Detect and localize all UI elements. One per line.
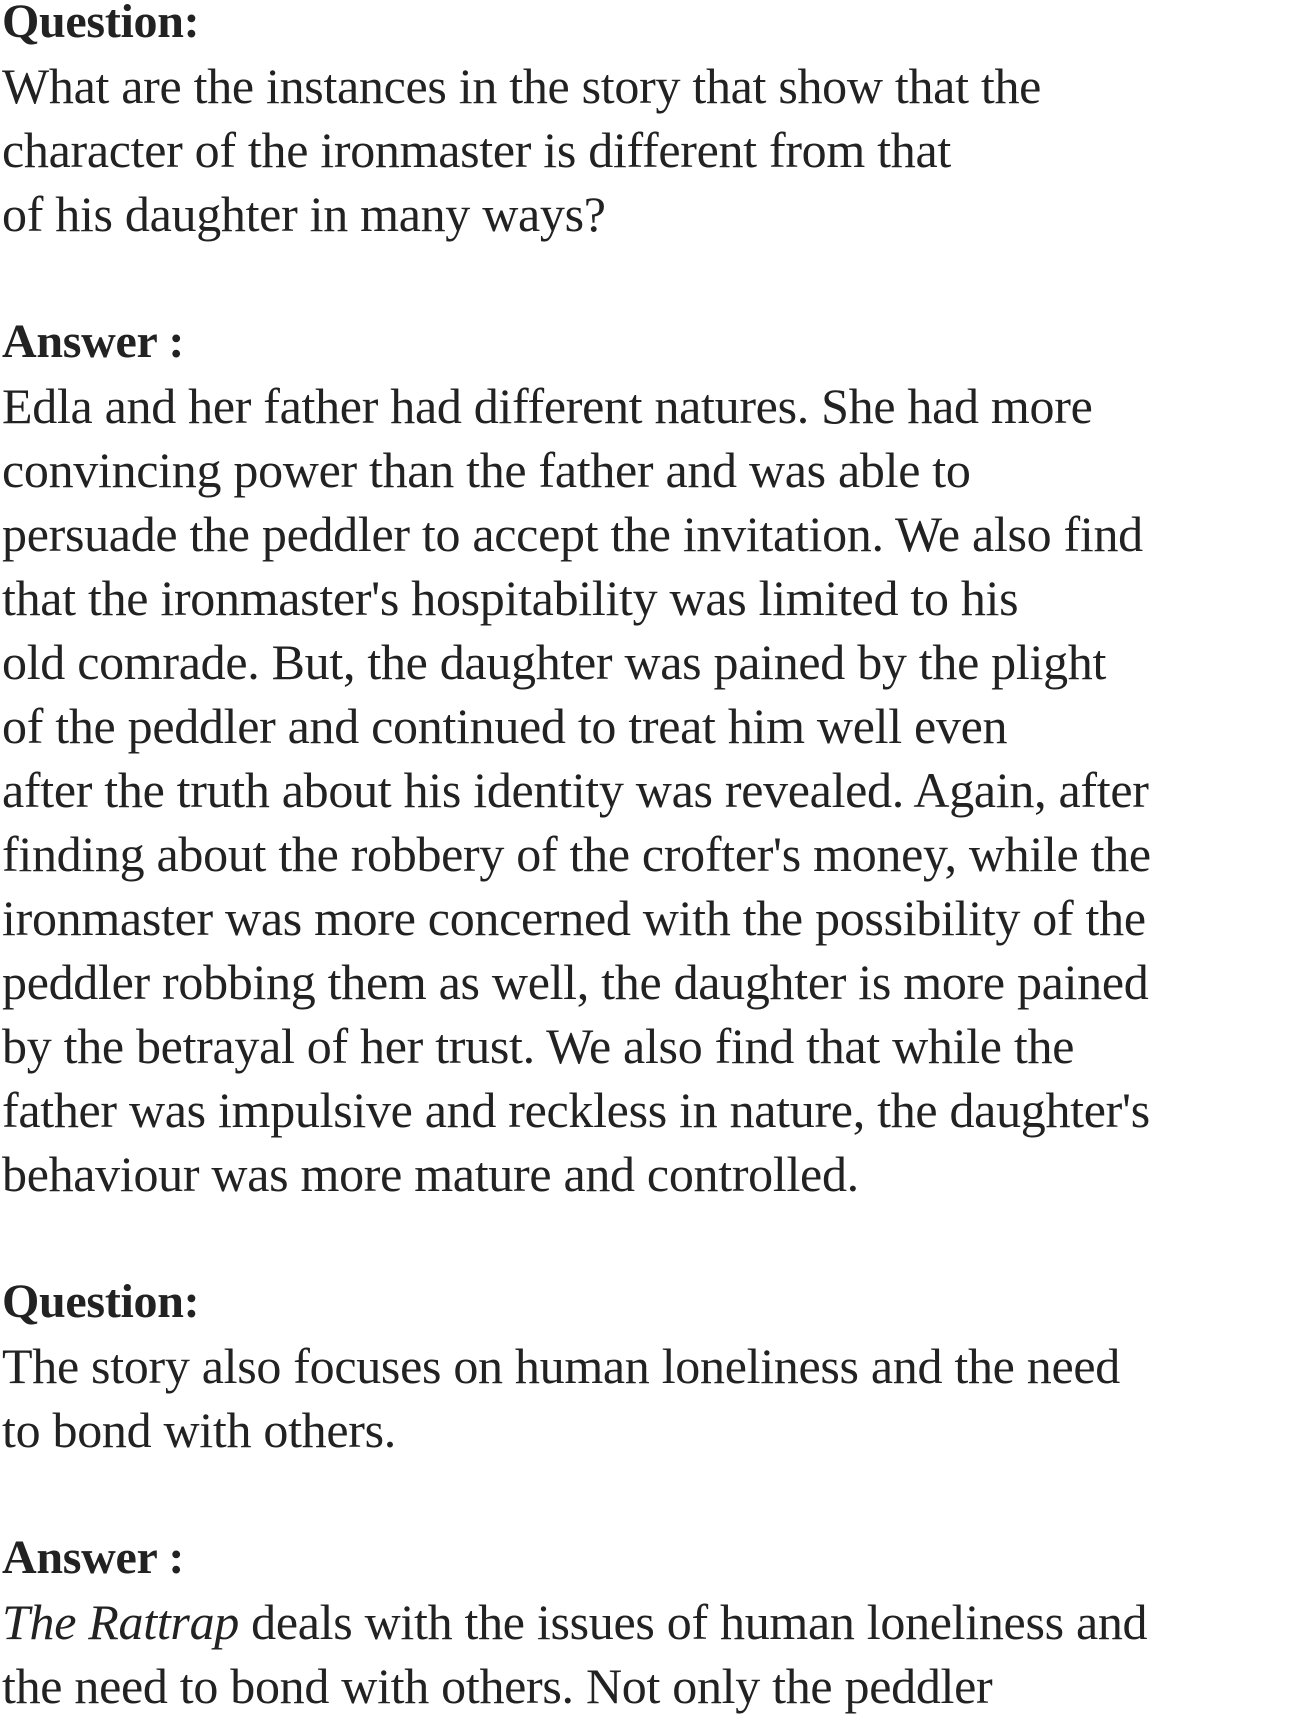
answer-text-line: Edla and her father had different natures. She had more [2,378,1093,434]
question-block [2,0,1151,246]
answer-text-line: father was impulsive and reckless in nature, the daughter's [2,1082,1150,1138]
question-text-line: of his daughter in many ways? [2,186,606,242]
document [2,0,1151,1718]
question-label: Question: [2,1275,200,1328]
answer-text-line: old comrade. But, the daughter was pained by the plight [2,634,1107,690]
answer-label: Answer : [2,315,185,368]
answer-label: Answer : [2,1531,185,1584]
answer-text-line: finding about the robbery of the crofter's money, while the [2,826,1151,882]
answer-text-line: convincing power than the father and was able to [2,442,971,498]
answer-text-line: by the betrayal of her trust. We also find that while the [2,1018,1075,1074]
answer-text-line: of the peddler and continued to treat him well even [2,698,1008,754]
spacer [2,1206,1151,1270]
answer-text-line: the need to bond with others. Not only the peddler [2,1658,993,1714]
spacer [2,1462,1151,1526]
answer-text-line: that the ironmaster's hospitability was limited to his [2,570,1019,626]
answer-text-line: behaviour was more mature and controlled. [2,1146,859,1202]
answer-text-line: persuade the peddler to accept the invitation. We also find [2,506,1143,562]
line-text: deals with the issues of human loneliness and [238,1594,1148,1650]
question-block [2,1270,1151,1462]
answer-text-line: ironmaster was more concerned with the possibility of the [2,890,1146,946]
answer-block [2,1526,1151,1718]
question-text-line: The story also focuses on human loneliness and the need [2,1338,1120,1394]
question-label: Question: [2,0,200,48]
question-text-line: What are the instances in the story that show that the [2,58,1042,114]
question-text-line: character of the ironmaster is different from that [2,122,951,178]
question-text-line: to bond with others. [2,1402,396,1458]
story-title: The Rattrap [2,1594,239,1650]
answer-block [2,310,1151,1206]
spacer [2,246,1151,310]
answer-text-line [2,1590,1151,1654]
answer-text-line: peddler robbing them as well, the daughter is more pained [2,954,1149,1010]
answer-text-line: after the truth about his identity was revealed. Again, after [2,762,1149,818]
